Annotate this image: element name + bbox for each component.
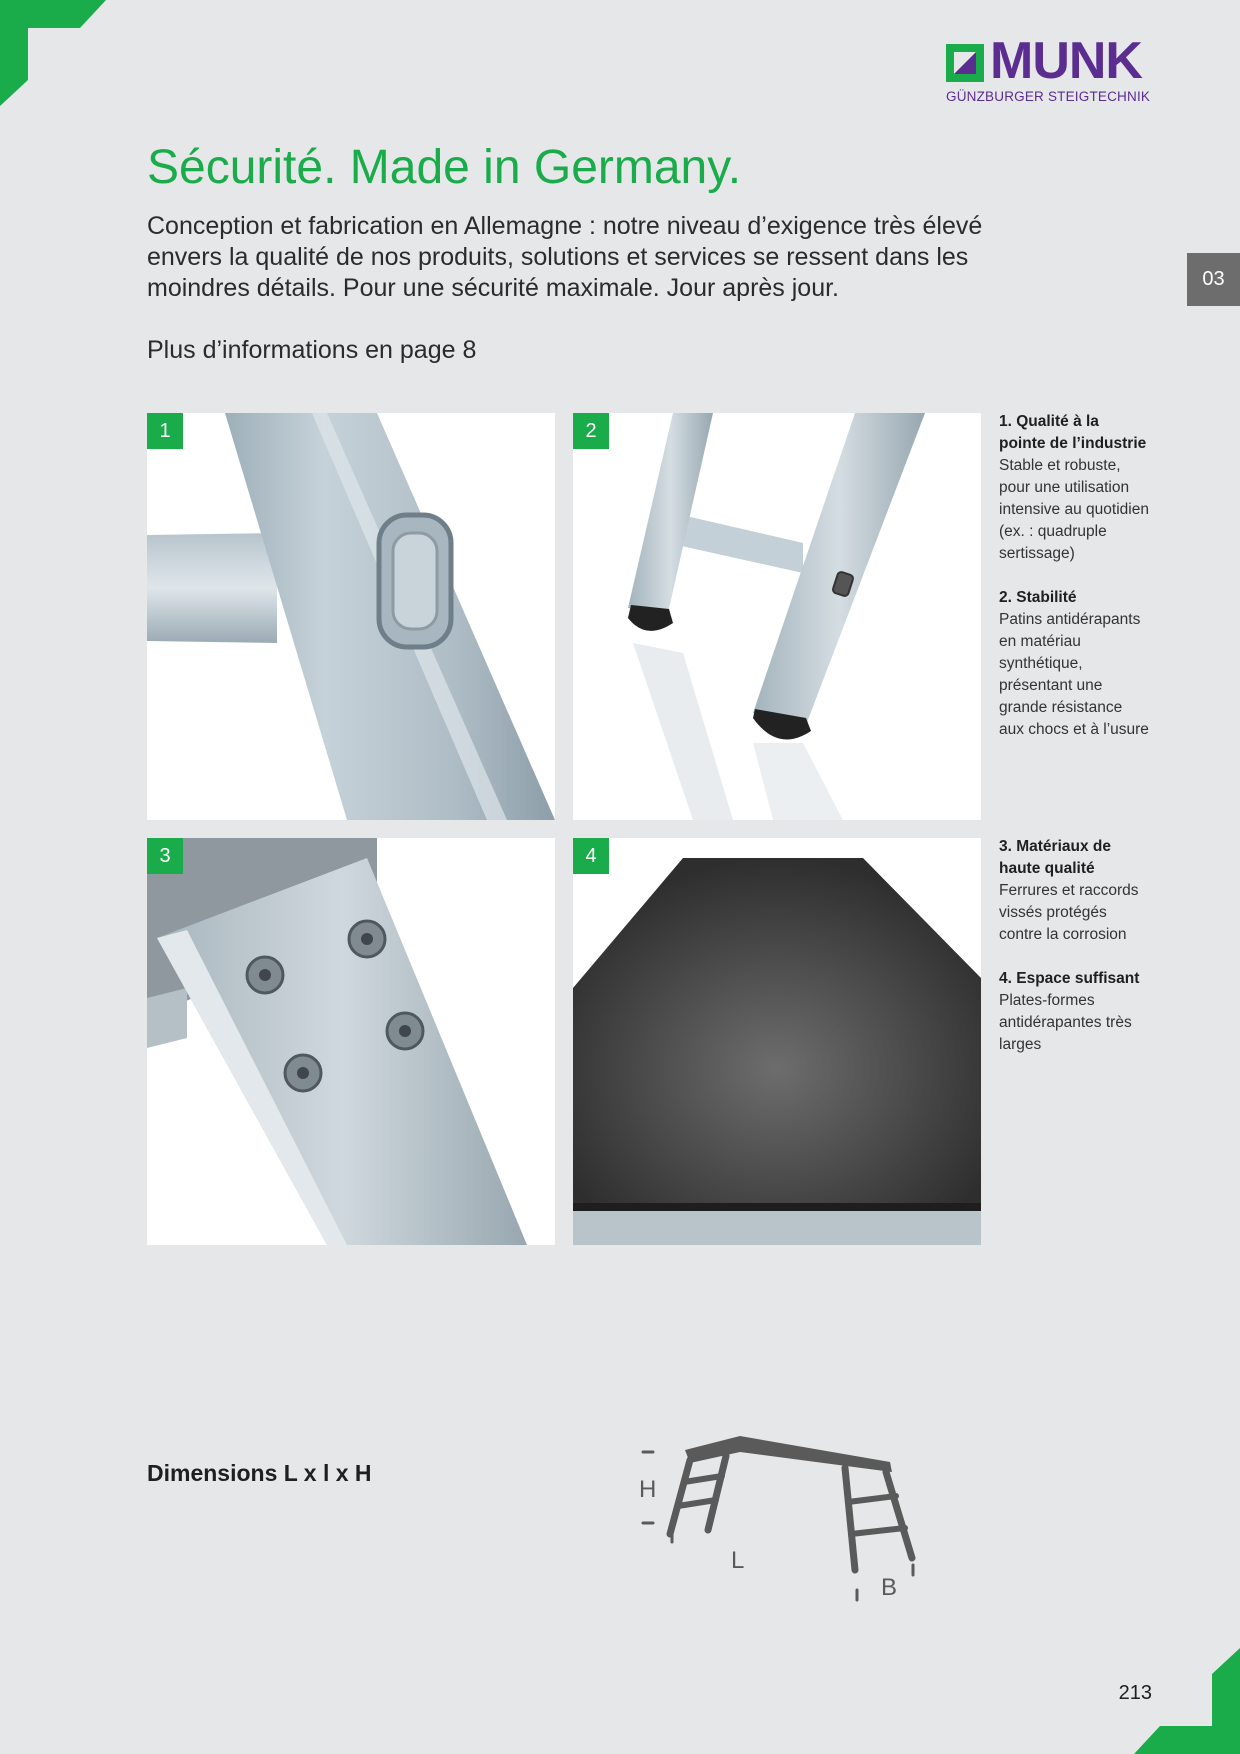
feature-text: Plates-formes antidérapantes très larges	[999, 992, 1132, 1053]
screw-fittings-illustration	[147, 838, 555, 1245]
dimensions-label: Dimensions L x l x H	[147, 1460, 372, 1486]
logo-wordmark: MUNK	[990, 32, 1142, 90]
features-column-bottom	[999, 836, 1149, 1078]
feature-text: Stable et robuste, pour une utilisation intensive au quotidien (ex. : quadruple sertissage)	[999, 457, 1149, 562]
photo-number-badge: 4	[573, 838, 609, 874]
page-title: Sécurité. Made in Germany.	[147, 141, 742, 194]
feature-text: Patins antidérapants en matériau synthétique, présentant une grande résistance aux chocs et à l’usure	[999, 611, 1149, 738]
photo-number-badge: 3	[147, 838, 183, 874]
ladder-feet-illustration	[573, 413, 981, 820]
feature-title: 1. Qualité à la pointe de l’industrie	[999, 413, 1147, 452]
platform-illustration	[573, 838, 981, 1245]
feature-title: 2. Stabilité	[999, 589, 1077, 606]
feature-stability	[999, 587, 1149, 741]
feature-title: 4. Espace suffisant	[999, 970, 1140, 987]
feature-space	[999, 968, 1149, 1056]
munk-logo-mark-icon	[946, 44, 984, 82]
feature-materials	[999, 836, 1149, 946]
feature-quality	[999, 411, 1149, 565]
section-tab[interactable]: 03	[1187, 253, 1240, 306]
feature-text: Ferrures et raccords vissés protégés contre la corrosion	[999, 882, 1139, 943]
feature-title: 3. Matériaux de haute qualité	[999, 838, 1111, 877]
photo-platform	[573, 838, 981, 1245]
more-info-link[interactable]: Plus d’informations en page 8	[147, 336, 477, 364]
length-letter: L	[731, 1547, 745, 1574]
logo-tagline: GÜNZBURGER STEIGTECHNIK	[946, 89, 1151, 104]
height-letter: H	[639, 1476, 657, 1503]
page-number: 213	[1118, 1682, 1152, 1704]
features-column-top	[999, 411, 1149, 763]
ladder-joint-illustration	[147, 413, 555, 820]
platform-dimensions-diagram	[630, 1430, 930, 1610]
intro-paragraph: Conception et fabrication en Allemagne : notre niveau d’exigence très élevé envers la qualité de nos produits, solutions et services se ressent dans les moindres détails. Pour une sécurité maximale. Jour après jour.	[147, 212, 983, 302]
photo-number-badge: 1	[147, 413, 183, 449]
photo-number-badge: 2	[573, 413, 609, 449]
corner-accent-top-left	[0, 0, 110, 110]
munk-logo	[946, 32, 1152, 106]
photo-screw-fittings	[147, 838, 555, 1245]
photo-ladder-feet	[573, 413, 981, 820]
photo-ladder-joint	[147, 413, 555, 820]
width-letter: B	[881, 1574, 898, 1601]
